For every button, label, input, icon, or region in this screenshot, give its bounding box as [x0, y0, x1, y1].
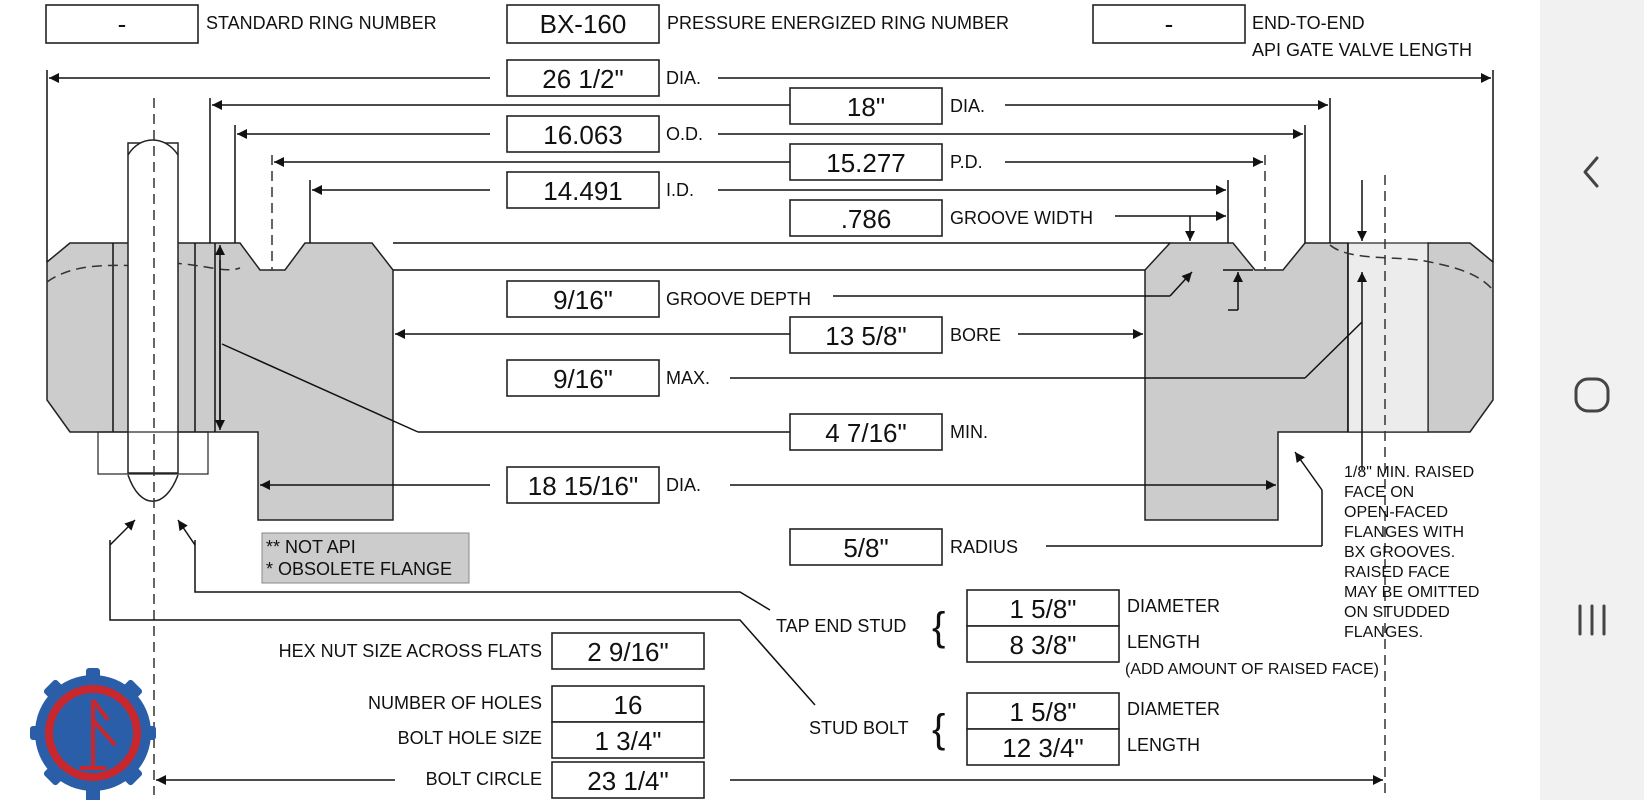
note-line: BX GROOVES.	[1344, 544, 1456, 561]
groove-pd-value: 15.277	[826, 148, 906, 178]
standard-ring-field	[46, 5, 437, 43]
thickness-max-value: 9/16"	[553, 364, 613, 394]
thickness-min-value: 4 7/16"	[825, 418, 907, 448]
note-line: ON STUDDED	[1344, 604, 1450, 621]
tap-end-diameter-value: 1 5/8"	[1009, 594, 1077, 624]
recents-button[interactable]	[1562, 590, 1622, 650]
tap-end-length-value: 8 3/8"	[1009, 630, 1077, 660]
bore-value: 13 5/8"	[825, 321, 907, 351]
recents-icon	[1572, 600, 1612, 640]
hub-dia-label: DIA.	[666, 475, 702, 495]
note-line: MAY BE OMITTED	[1344, 584, 1480, 601]
bolt-circle-value: 23 1/4"	[587, 766, 669, 796]
groove-od-dim	[507, 116, 703, 152]
bolt-circle-label: BOLT CIRCLE	[425, 769, 542, 789]
end-to-end-label-2: API GATE VALVE LENGTH	[1252, 40, 1473, 60]
pressure-ring-field	[507, 5, 1009, 43]
note-line: OPEN-FACED	[1344, 504, 1449, 521]
thickness-max-dim	[507, 360, 710, 396]
hole-size-value: 1 3/4"	[594, 726, 662, 756]
tap-end-length-label: LENGTH	[1127, 632, 1201, 652]
groove-od-label: O.D.	[666, 124, 704, 144]
legend-not-api: ** NOT API	[266, 537, 356, 557]
standard-ring-value: -	[117, 9, 127, 39]
groove-pd-label: P.D.	[950, 152, 983, 172]
thickness-min-label: MIN.	[950, 422, 988, 442]
stud-bolt-label: STUD BOLT	[809, 718, 909, 738]
hole-size-label: BOLT HOLE SIZE	[397, 728, 542, 748]
company-logo	[30, 668, 156, 800]
back-button[interactable]	[1562, 142, 1622, 202]
groove-width-dim	[790, 200, 1093, 236]
tap-end-stud-block	[776, 590, 1379, 678]
bolting-table	[279, 633, 704, 798]
stud-bolt-diameter-label: DIAMETER	[1127, 699, 1221, 719]
groove-od-value: 16.063	[543, 120, 623, 150]
groove-width-value: .786	[840, 204, 892, 234]
groove-width-label: GROOVE WIDTH	[950, 208, 1093, 228]
end-to-end-field	[1093, 5, 1472, 60]
hex-nut-value: 2 9/16"	[587, 637, 669, 667]
note-line: RAISED FACE	[1344, 564, 1450, 581]
radius-dim	[790, 529, 1018, 565]
note-line: FLANGES WITH	[1344, 524, 1465, 541]
groove-depth-label: GROOVE DEPTH	[666, 289, 812, 309]
pressure-ring-label: PRESSURE ENERGIZED RING NUMBER	[667, 13, 1010, 33]
groove-depth-value: 9/16"	[553, 285, 613, 315]
groove-id-dim	[507, 172, 694, 208]
thickness-min-dim	[790, 414, 988, 450]
tap-end-stud-label: TAP END STUD	[776, 616, 907, 636]
bore-dim	[790, 317, 1001, 353]
stud-bolt-brace: {	[932, 707, 946, 751]
tap-end-diameter-label: DIAMETER	[1127, 596, 1221, 616]
groove-id-label: I.D.	[666, 180, 695, 200]
android-navigation-bar	[1540, 0, 1644, 800]
pressure-ring-value: BX-160	[539, 9, 627, 39]
raised-face-dia-value: 18"	[846, 92, 886, 122]
end-to-end-label-1: END-TO-END	[1252, 13, 1365, 33]
holes-value: 16	[613, 690, 643, 720]
hub-dia-value: 18 15/16"	[527, 471, 639, 501]
home-icon	[1572, 375, 1612, 415]
groove-pd-dim	[790, 144, 983, 180]
standard-ring-label: STANDARD RING NUMBER	[206, 13, 437, 33]
groove-depth-dim	[507, 281, 811, 317]
raised-face-dia-dim	[790, 88, 985, 124]
stud-bolt-length-label: LENGTH	[1127, 735, 1201, 755]
flange-dia-dim	[507, 60, 701, 96]
hex-nut-label: HEX NUT SIZE ACROSS FLATS	[278, 641, 542, 661]
hub-dia-dim	[507, 467, 701, 503]
chevron-left-icon	[1577, 152, 1607, 192]
legend-obsolete: * OBSOLETE FLANGE	[266, 559, 453, 579]
flange-legend	[262, 533, 469, 583]
tap-end-brace: {	[932, 605, 946, 649]
stud-bolt-length-value: 12 3/4"	[1002, 733, 1084, 763]
radius-label: RADIUS	[950, 537, 1019, 557]
flange-dia-value: 26 1/2"	[542, 64, 624, 94]
raised-face-dia-label: DIA.	[950, 96, 986, 116]
holes-label: NUMBER OF HOLES	[367, 693, 542, 713]
radius-value: 5/8"	[843, 533, 889, 563]
stud-bolt-diameter-value: 1 5/8"	[1009, 697, 1077, 727]
note-line: 1/8" MIN. RAISED	[1344, 464, 1475, 481]
stud-bolt-block	[809, 693, 1220, 765]
thickness-max-label: MAX.	[666, 368, 711, 388]
tap-end-note: (ADD AMOUNT OF RAISED FACE)	[1125, 661, 1379, 678]
home-button[interactable]	[1562, 365, 1622, 425]
flange-dia-label: DIA.	[666, 68, 702, 88]
bore-label: BORE	[950, 325, 1002, 345]
end-to-end-value: -	[1164, 9, 1174, 39]
raised-face-note	[1344, 464, 1479, 641]
note-line: FLANGES.	[1344, 624, 1424, 641]
groove-id-value: 14.491	[543, 176, 623, 206]
note-line: FACE ON	[1344, 484, 1415, 501]
